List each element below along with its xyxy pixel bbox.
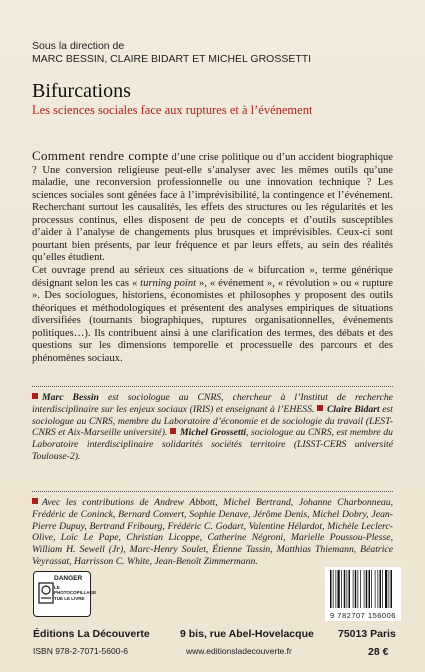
- bullet-square-icon: [170, 428, 176, 434]
- summary-text-2a: Cet ouvrage prend au sérieux ces situations de « bifurcation », terme générique désignant selon les cas «: [32, 265, 393, 289]
- contributors-text: Avec les contributions de Andrew Abbott, Michel Bertrand, Johanne Charbonneau, Frédéric de Coninck, Bernard Convert, Sophie Denave, Jérôme Denis, Michel Dobry, Jean-Pierre Dupuy, Bertrand Fribourg, Frédéric C. Godart, Valentine Hélardot, Michèle Leclerc-Olive, Loïc Le Pape, Christian Licoppe, Catherine Négroni, Marielle Poussou-Plesse, William H. Sewell (Jr), Marc-Henry Soulet, Étienne Tassin, Matthias Thiemann, Béatrice Veyrassat, Harrisson C. White, Jean-Benoît Zimmermann.: [32, 497, 393, 567]
- summary-text-2b: », « événement », « révolution » ou « rupture ». Des sociologues, historiens, économistes et philosophes y proposent des outils théoriques et méthodologiques et présentent des analyses empiriques de situations diversifiées (tournants biographiques, ruptures organisationnelles, événements politiques…). Ils contribuent ainsi à une clarification des termes, des débats et des questions sur les dimensions temporelle et processuelle des parcours et des phénomènes sociaux.: [32, 277, 393, 364]
- photocopy-danger-logo: [33, 571, 97, 617]
- summary-italic-term: turning point: [140, 277, 197, 289]
- logo-line-2: LE PHOTOCOPILLAGE: [54, 585, 97, 595]
- contributors-list: [32, 497, 393, 568]
- book-price: 28 €: [368, 646, 389, 658]
- author-bio-2: est sociologue au CNRS, membre du Laboratoire d’économie et de sociologie du travail (LEST-CNRS et Aix-Marseille université).: [32, 403, 393, 439]
- barcode-number: 9 782707 156006: [330, 611, 396, 620]
- editors-intro: Sous la direction de: [32, 40, 125, 52]
- logo-line-3: TUE LE LIVRE: [54, 596, 85, 601]
- publisher-website: www.editionsladecouverte.fr: [186, 646, 292, 656]
- author-bio-1: est sociologue au CNRS, chercheur à l’Institut de recherche interdisciplinaire sur les enjeux sociaux (IRIS) et enseignant à l’EHESS.: [32, 392, 393, 415]
- opening-words: Comment rendre compte: [32, 148, 169, 163]
- book-subtitle: Les sciences sociales face aux ruptures et à l’événement: [32, 103, 313, 117]
- divider: [32, 491, 393, 492]
- publisher-city: 75013 Paris: [338, 628, 396, 640]
- editors-names: MARC BESSIN, CLAIRE BIDART ET MICHEL GROSSETTI: [32, 53, 312, 65]
- author-bio-3: , sociologue au CNRS, est membre du Laboratoire interdisciplinaire solidarités sociétés territoire (LISST-CERS université Toulouse-2).: [32, 427, 393, 462]
- isbn-number: ISBN 978-2-7071-5600-6: [33, 646, 128, 656]
- divider: [32, 386, 393, 387]
- author-name-2: Claire Bidart: [326, 403, 380, 415]
- barcode-bars-icon: [328, 570, 398, 610]
- summary-paragraph-1: [32, 150, 393, 265]
- bullet-square-icon: [32, 498, 38, 504]
- editors-header: [32, 40, 311, 66]
- bullet-square-icon: [317, 405, 323, 411]
- author-name-3: Michel Grossetti: [179, 427, 247, 439]
- bullet-square-icon: [32, 393, 38, 399]
- isbn-barcode: [325, 567, 401, 621]
- summary-paragraph-2: [32, 265, 393, 365]
- publisher-name: Éditions La Découverte: [33, 628, 150, 640]
- author-name-1: Marc Bessin: [42, 392, 99, 403]
- publisher-address: 9 bis, rue Abel-Hovelacque: [180, 628, 314, 640]
- photocopy-danger-icon: [38, 582, 54, 604]
- authors-bios: [32, 392, 393, 463]
- logo-danger-label: DANGER: [54, 575, 83, 582]
- book-title: Bifurcations: [32, 80, 131, 102]
- summary-text-1: d’une crise politique ou d’un accident biographique ? Une conversion religieuse peut-elle s’analyser avec les mêmes outils qu’une maladie, une reconversion professionnelle ou une innovation technique ? Les sciences sociales sont gênées face à l’imprévisibilité, la contingence et l’événement. Recherchant surtout les causalités, les effets des structures ou les régularités et les processus continus, elles disposent de peu de concepts et d’outils susceptibles d’aider à l’analyse de changements plus brusques et imprévisibles. Ceux-ci sont pourtant bien présents, par leur fréquence et par leurs effets, au sein des réalités qu’elles étudient.: [32, 152, 393, 264]
